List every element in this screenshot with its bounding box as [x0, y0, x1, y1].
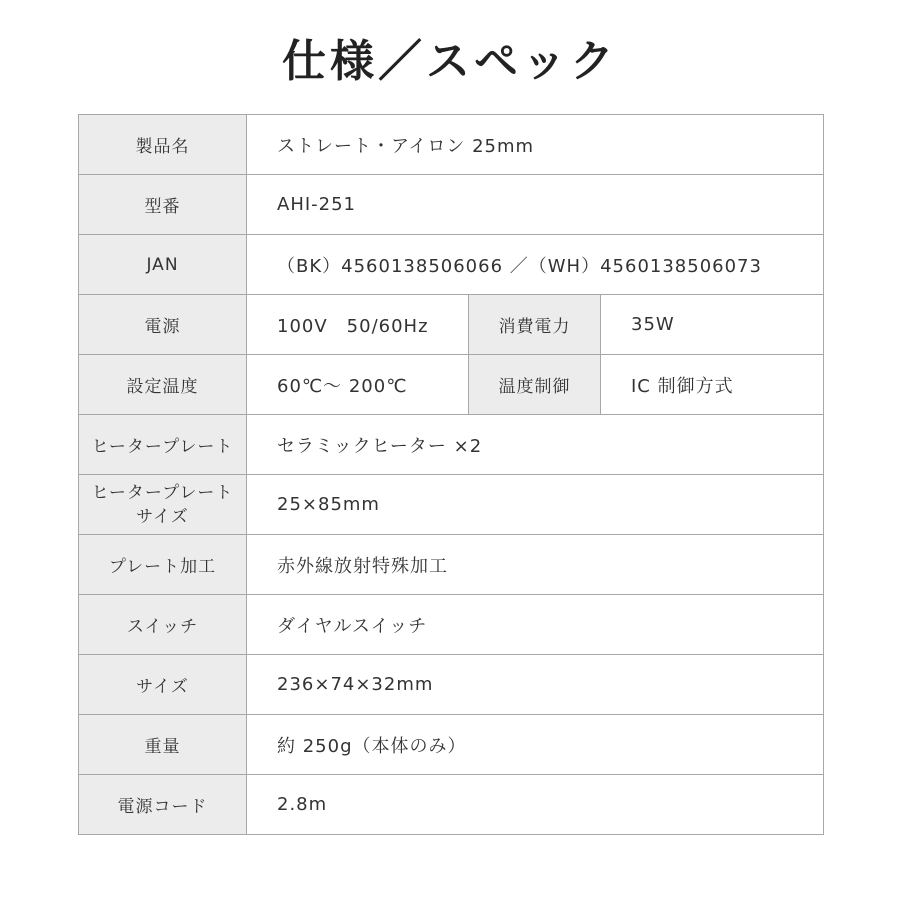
label-power: 電源 [79, 295, 247, 355]
value-cord: 2.8m [247, 775, 824, 835]
value-plate-finish: 赤外線放射特殊加工 [247, 535, 824, 595]
value-power-consumption: 35W [601, 295, 824, 355]
table-row-power [79, 295, 824, 355]
table-row-cord [79, 775, 824, 835]
spec-table [78, 114, 824, 835]
value-product-name: ストレート・アイロン 25mm [247, 115, 824, 175]
value-temperature-control: IC 制御方式 [601, 355, 824, 415]
value-temperature: 60℃～ 200℃ [247, 355, 469, 415]
label-product-name: 製品名 [79, 115, 247, 175]
table-row-temperature [79, 355, 824, 415]
table-row-heater-plate [79, 415, 824, 475]
table-row-product-name [79, 115, 824, 175]
table-row-jan [79, 235, 824, 295]
value-heater-plate: セラミックヒーター ×2 [247, 415, 824, 475]
value-heater-plate-size: 25×85mm [247, 475, 824, 535]
label-model: 型番 [79, 175, 247, 235]
label-cord: 電源コード [79, 775, 247, 835]
label-power-consumption: 消費電力 [469, 295, 601, 355]
label-weight: 重量 [79, 715, 247, 775]
label-temperature-control: 温度制御 [469, 355, 601, 415]
label-plate-finish: プレート加工 [79, 535, 247, 595]
label-size: サイズ [79, 655, 247, 715]
label-heater-plate-size-line1: ヒータープレート [91, 482, 234, 503]
value-model: AHI-251 [247, 175, 824, 235]
table-row-model [79, 175, 824, 235]
table-row-weight [79, 715, 824, 775]
table-row-switch [79, 595, 824, 655]
label-heater-plate-size-line2: サイズ [136, 506, 189, 527]
value-jan: （BK）4560138506066 ／（WH）4560138506073 [247, 235, 824, 295]
table-row-plate-finish [79, 535, 824, 595]
label-heater-plate-size [79, 475, 247, 535]
value-power: 100V 50/60Hz [247, 295, 469, 355]
value-switch: ダイヤルスイッチ [247, 595, 824, 655]
label-heater-plate: ヒータープレート [79, 415, 247, 475]
label-switch: スイッチ [79, 595, 247, 655]
value-size: 236×74×32mm [247, 655, 824, 715]
table-row-heater-plate-size [79, 475, 824, 535]
page-title: 仕様／スペック [282, 36, 618, 87]
table-row-size [79, 655, 824, 715]
label-jan: JAN [79, 235, 247, 295]
value-weight: 約 250g（本体のみ） [247, 715, 824, 775]
label-temperature: 設定温度 [79, 355, 247, 415]
